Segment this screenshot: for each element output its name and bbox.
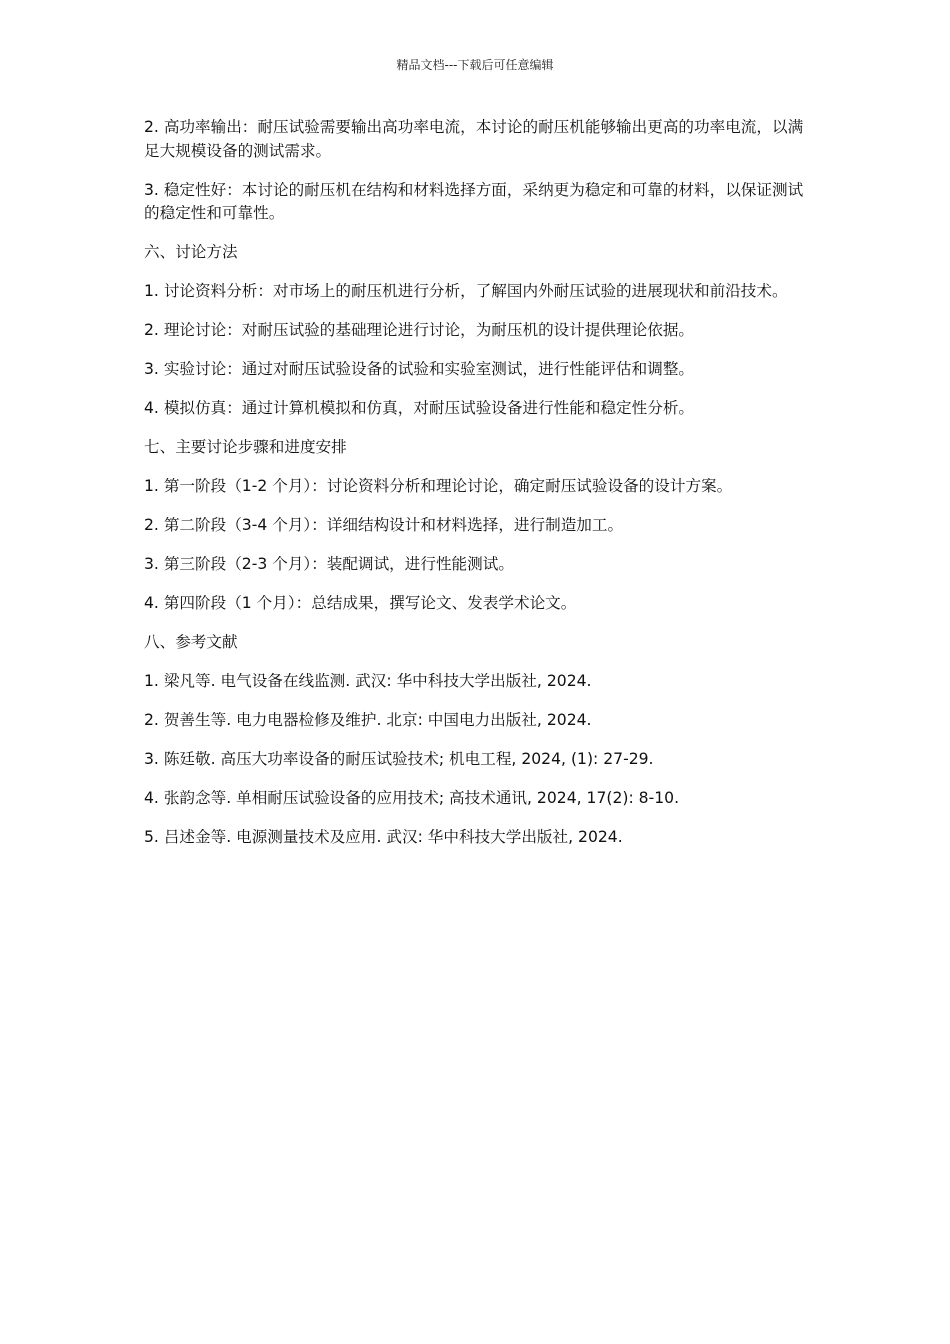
reference-item: 5. 吕述金等. 电源测量技术及应用. 武汉: 华中科技大学出版社, 2024.: [144, 828, 623, 846]
list-item: 1. 第一阶段（1-2 个月）：讨论资料分析和理论讨论，确定耐压试验设备的设计方案。: [144, 477, 733, 495]
reference-item: 3. 陈廷敬. 高压大功率设备的耐压试验技术; 机电工程, 2024, (1): 27-29.: [144, 750, 654, 768]
section-heading-methods: 六、讨论方法: [144, 243, 238, 261]
list-item: 1. 讨论资料分析：对市场上的耐压机进行分析，了解国内外耐压试验的进展现状和前沿技术。: [144, 282, 788, 300]
page-header: 精品文档---下载后可任意编辑: [396, 58, 554, 72]
section-heading-schedule: 七、主要讨论步骤和进度安排: [144, 438, 347, 456]
list-item: 4. 第四阶段（1 个月）：总结成果，撰写论文、发表学术论文。: [144, 594, 577, 612]
reference-item: 1. 梁凡等. 电气设备在线监测. 武汉: 华中科技大学出版社, 2024.: [144, 672, 592, 690]
section-heading-references: 八、参考文献: [144, 633, 238, 651]
list-item: 4. 模拟仿真：通过计算机模拟和仿真，对耐压试验设备进行性能和稳定性分析。: [144, 399, 695, 417]
list-item: 3. 实验讨论：通过对耐压试验设备的试验和实验室测试，进行性能评估和调整。: [144, 360, 695, 378]
list-item: 2. 第二阶段（3-4 个月）：详细结构设计和材料选择，进行制造加工。: [144, 516, 624, 534]
list-item: 3. 第三阶段（2-3 个月）：装配调试，进行性能测试。: [144, 555, 514, 573]
list-item: 2. 理论讨论：对耐压试验的基础理论进行讨论，为耐压机的设计提供理论依据。: [144, 321, 695, 339]
document-body: [144, 116, 816, 865]
paragraph-stability: 3. 稳定性好：本讨论的耐压机在结构和材料选择方面，采纳更为稳定和可靠的材料，以保证测试的稳定性和可靠性。: [144, 180, 804, 222]
reference-item: 4. 张韵念等. 单相耐压试验设备的应用技术; 高技术通讯, 2024, 17(2): 8-10.: [144, 789, 680, 807]
reference-item: 2. 贺善生等. 电力电器检修及维护. 北京: 中国电力出版社, 2024.: [144, 711, 592, 729]
paragraph-high-power-output: 2. 高功率输出：耐压试验需要输出高功率电流，本讨论的耐压机能够输出更高的功率电流，以满足大规模设备的测试需求。: [144, 118, 804, 160]
